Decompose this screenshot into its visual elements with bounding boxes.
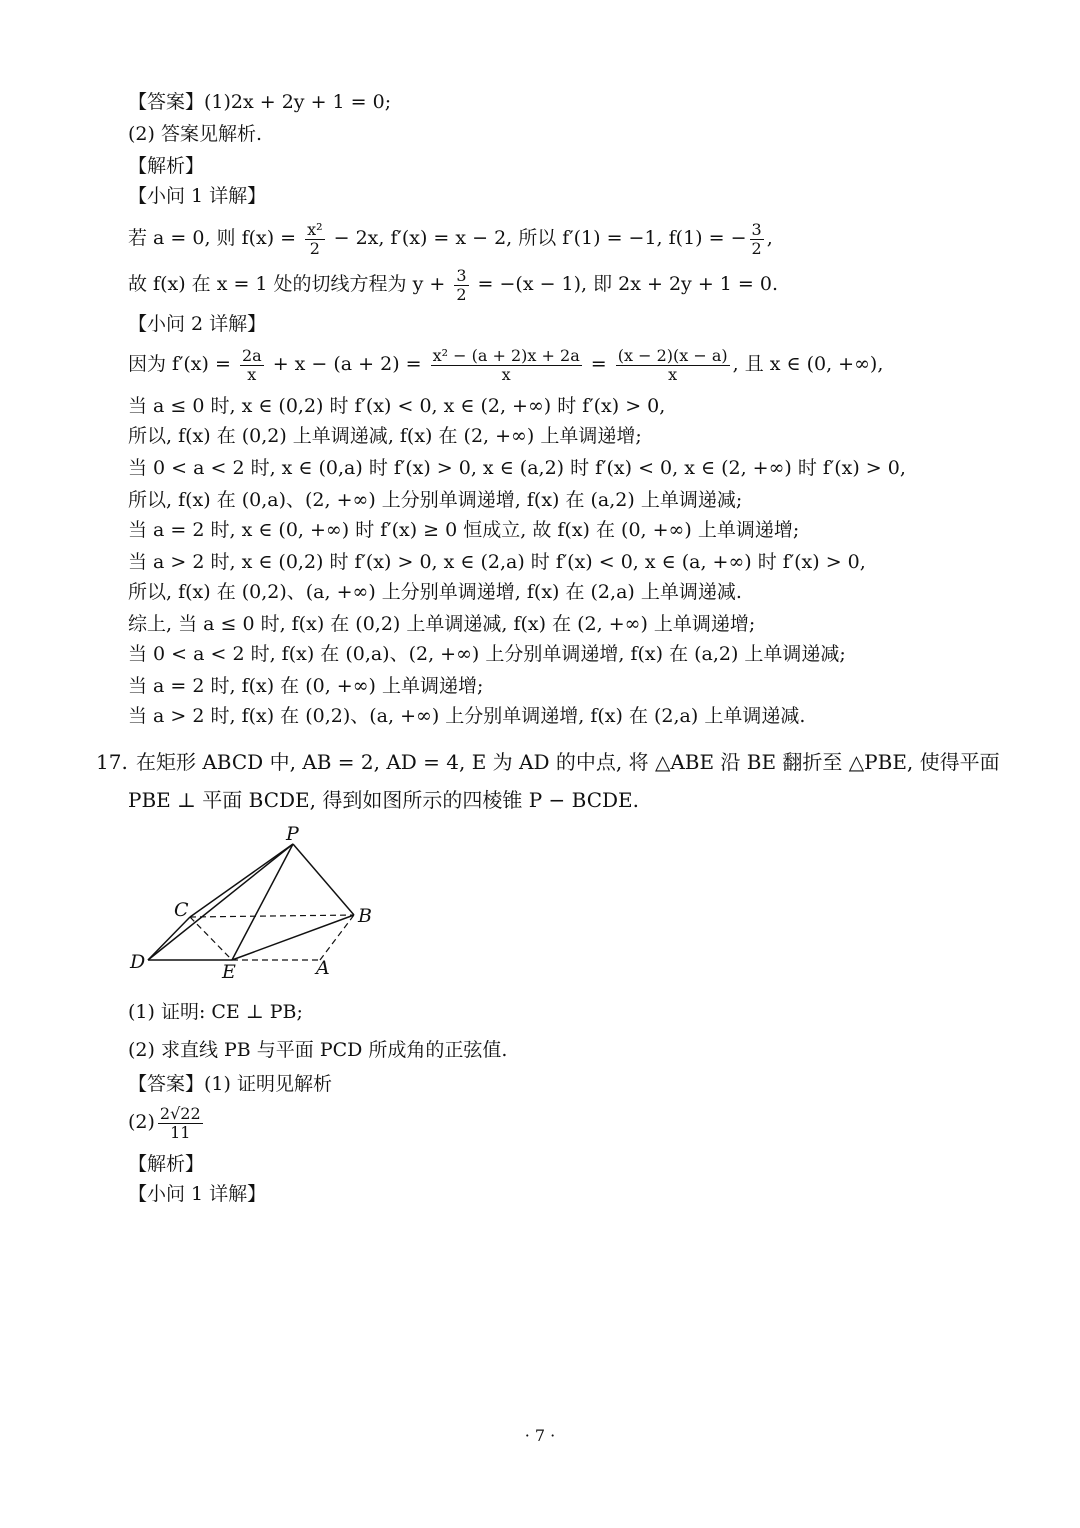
- denominator: x: [668, 364, 678, 384]
- answer-line: 【答案】(1)2x + 2y + 1 = 0;: [128, 91, 392, 113]
- sub-question-1: (1) 证明: CE ⊥ PB;: [128, 1001, 303, 1023]
- numerator: 2a: [241, 345, 262, 365]
- case-line: 所以, f(x) 在 (0,2) 上单调递减, f(x) 在 (2, +∞) 上单调递增;: [128, 425, 642, 447]
- denominator: 11: [170, 1122, 191, 1142]
- summary-line: 当 a = 2 时, f(x) 在 (0, +∞) 上单调递增;: [128, 675, 484, 697]
- answer-part2: (2) 答案见解析.: [128, 123, 262, 145]
- text: (2): [128, 1111, 155, 1133]
- pyramid-figure: [128, 826, 388, 986]
- denominator: 2: [456, 284, 467, 304]
- solution-line-1: [128, 218, 773, 258]
- edge-PB: [293, 844, 354, 915]
- question-text-line-2: PBE ⊥ 平面 BCDE, 得到如图所示的四棱锥 P − BCDE.: [128, 788, 640, 812]
- numerator: 3: [456, 265, 467, 285]
- denominator: x: [501, 364, 511, 384]
- edge-PD: [148, 844, 293, 960]
- case-line: 当 a = 2 时, x ∈ (0, +∞) 时 f′(x) ≥ 0 恒成立, 故 f(x) 在 (0, +∞) 上单调递增;: [128, 519, 800, 541]
- text: 因为 f′(x) =: [128, 353, 237, 375]
- edge-CB: [190, 915, 354, 917]
- edge-PE: [232, 844, 293, 960]
- question-text-line-1: 在矩形 ABCD 中, AB = 2, AD = 4, E 为 AD 的中点, 将 △ABE 沿 BE 翻折至 △PBE, 使得平面: [136, 750, 1000, 774]
- fraction: [240, 347, 264, 384]
- fraction: [616, 347, 730, 384]
- edge-CE: [190, 917, 232, 960]
- label-C: C: [174, 899, 189, 921]
- text: =: [584, 353, 613, 375]
- text: 若 a = 0, 则 f(x) =: [128, 227, 303, 249]
- case-line: 所以, f(x) 在 (0,a)、(2, +∞) 上分别单调递增, f(x) 在 (a,2) 上单调递减;: [128, 489, 743, 511]
- numerator: 2√22: [159, 1103, 201, 1123]
- fraction: [750, 221, 764, 258]
- edge-CD: [148, 917, 190, 960]
- denominator: 2: [751, 238, 762, 258]
- text: 故 f(x) 在 x = 1 处的切线方程为 y +: [128, 273, 452, 295]
- label-P: P: [286, 826, 299, 845]
- summary-line: 综上, 当 a ≤ 0 时, f(x) 在 (0,2) 上单调递减, f(x) 在 (2, +∞) 上单调递增;: [128, 613, 756, 635]
- text: , 且 x ∈ (0, +∞),: [732, 353, 884, 375]
- sub-question-1-heading: 【小问 1 详解】: [128, 1183, 267, 1205]
- answer-part2-line: [128, 1102, 206, 1142]
- summary-line: 当 a > 2 时, f(x) 在 (0,2)、(a, +∞) 上分别单调递增, f(x) 在 (2,a) 上单调递减.: [128, 705, 806, 727]
- derivative-line: [128, 344, 883, 384]
- fraction: [431, 347, 582, 384]
- label-D: D: [130, 951, 146, 973]
- case-line: 当 a > 2 时, x ∈ (0,2) 时 f′(x) > 0, x ∈ (2,a) 时 f′(x) < 0, x ∈ (a, +∞) 时 f′(x) > 0,: [128, 551, 866, 573]
- denominator: 2: [309, 238, 320, 258]
- case-line: 当 a ≤ 0 时, x ∈ (0,2) 时 f′(x) < 0, x ∈ (2, +∞) 时 f′(x) > 0,: [128, 395, 666, 417]
- answer-part1: 【答案】(1) 证明见解析: [128, 1073, 332, 1095]
- analysis-heading: 【解析】: [128, 1153, 205, 1175]
- edge-EB: [232, 915, 354, 960]
- page-number: · 7 ·: [524, 1426, 556, 1445]
- fraction: [158, 1105, 203, 1142]
- numerator: x²: [307, 219, 323, 239]
- fraction: [305, 221, 324, 258]
- summary-line: 当 0 < a < 2 时, f(x) 在 (0,a)、(2, +∞) 上分别单调递增, f(x) 在 (a,2) 上单调递减;: [128, 643, 846, 665]
- label-E: E: [222, 961, 236, 983]
- pyramid-diagram: [128, 826, 388, 986]
- sub-question-2-heading: 【小问 2 详解】: [128, 313, 267, 335]
- fraction: [454, 267, 468, 304]
- label-A: A: [316, 957, 330, 979]
- case-line: 当 0 < a < 2 时, x ∈ (0,a) 时 f′(x) > 0, x ∈ (a,2) 时 f′(x) < 0, x ∈ (2, +∞) 时 f′(x) > 0,: [128, 457, 906, 479]
- sub-question-2: (2) 求直线 PB 与平面 PCD 所成角的正弦值.: [128, 1039, 508, 1061]
- label-B: B: [358, 905, 372, 927]
- text: + x − (a + 2) =: [266, 353, 428, 375]
- analysis-heading: 【解析】: [128, 155, 205, 177]
- question-number: 17.: [96, 750, 128, 774]
- case-line: 所以, f(x) 在 (0,2)、(a, +∞) 上分别单调递增, f(x) 在 (2,a) 上单调递减.: [128, 581, 742, 603]
- solution-line-2: [128, 264, 778, 304]
- text: − 2x, f′(x) = x − 2, 所以 f′(1) = −1, f(1) = −: [327, 227, 747, 249]
- sub-question-1-heading: 【小问 1 详解】: [128, 185, 267, 207]
- numerator: x² − (a + 2)x + 2a: [432, 345, 580, 365]
- edge-PC: [190, 844, 293, 917]
- numerator: (x − 2)(x − a): [617, 345, 728, 365]
- denominator: x: [247, 364, 257, 384]
- text: ,: [766, 227, 773, 249]
- text: = −(x − 1), 即 2x + 2y + 1 = 0.: [471, 273, 779, 295]
- numerator: 3: [751, 219, 762, 239]
